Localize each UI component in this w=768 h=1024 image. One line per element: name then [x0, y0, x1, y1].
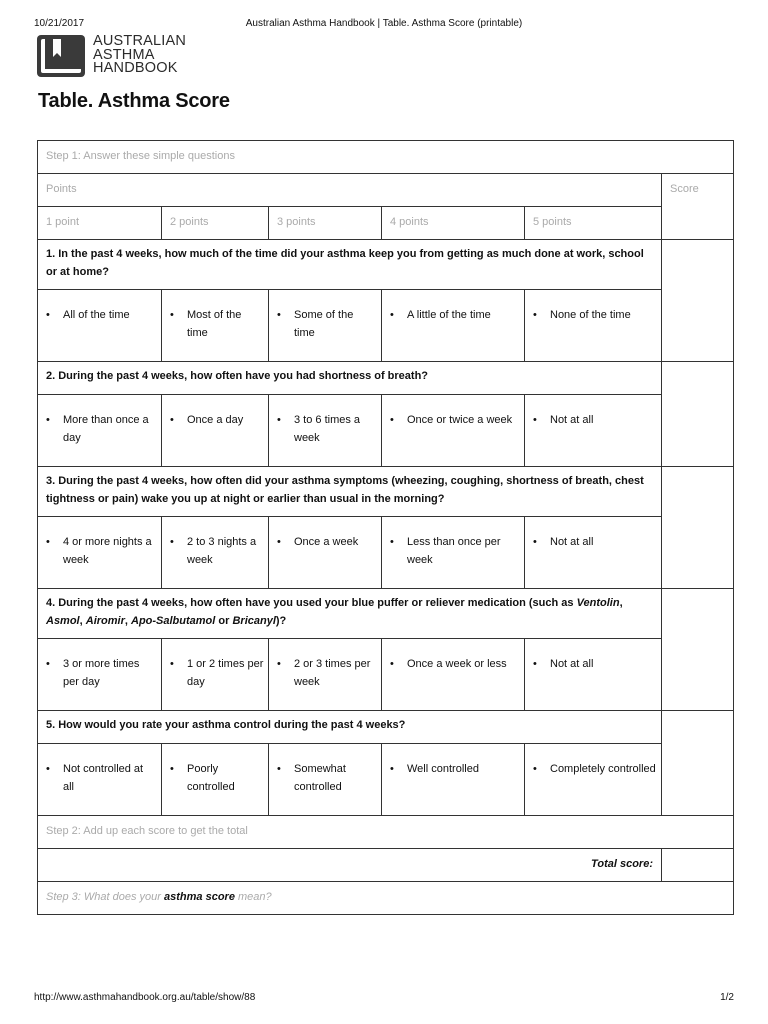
bullet-icon: •: [277, 763, 281, 775]
question-5: 5. How would you rate your asthma control during the past 4 weeks?: [38, 711, 662, 744]
page-number: 1/2: [720, 992, 734, 1003]
option-cell[interactable]: [382, 395, 525, 467]
total-score-label: Total score:: [38, 849, 662, 882]
score-input-q5[interactable]: [662, 711, 734, 816]
point-header: 3 points: [269, 207, 382, 240]
bullet-icon: •: [46, 763, 50, 775]
bullet-icon: •: [170, 414, 174, 426]
score-input-q2[interactable]: [662, 362, 734, 467]
bullet-icon: •: [170, 763, 174, 775]
logo-line-1: AUSTRALIAN: [93, 33, 187, 49]
option-cell[interactable]: [269, 517, 382, 589]
option-cell[interactable]: [162, 395, 269, 467]
bullet-icon: •: [277, 536, 281, 548]
logo-line-3: HANDBOOK: [93, 60, 178, 77]
score-input-q4[interactable]: [662, 589, 734, 711]
bullet-icon: •: [533, 309, 537, 321]
q4-sep: or: [215, 614, 233, 627]
option-label: Once a week: [294, 536, 359, 548]
bullet-icon: •: [390, 763, 394, 775]
print-header: [34, 18, 734, 32]
q4-drug-bricanyl: Bricanyl: [232, 614, 276, 627]
option-label: 2 to 3 nights a week: [187, 536, 257, 566]
options-row-q4: [38, 639, 734, 711]
option-cell[interactable]: [162, 639, 269, 711]
options-row-q3: [38, 517, 734, 589]
bullet-icon: •: [533, 763, 537, 775]
question-4: [38, 589, 662, 639]
option-label: More than once a day: [63, 414, 149, 444]
step3-heading: [38, 882, 734, 915]
option-label: Once or twice a week: [407, 414, 513, 426]
options-row-q2: [38, 395, 734, 467]
option-cell[interactable]: [162, 517, 269, 589]
option-cell[interactable]: [382, 517, 525, 589]
options-row-q5: [38, 744, 734, 816]
print-doc-title: Australian Asthma Handbook | Table. Asthma Score (printable): [245, 18, 523, 29]
option-label: Not at all: [550, 414, 594, 426]
bullet-icon: •: [46, 414, 50, 426]
print-footer: [34, 992, 734, 1006]
print-date: 10/21/2017: [34, 18, 85, 29]
bullet-icon: •: [170, 309, 174, 321]
bullet-icon: •: [533, 536, 537, 548]
bullet-icon: •: [277, 414, 281, 426]
page-url: http://www.asthmahandbook.org.au/table/show/88: [34, 992, 256, 1003]
option-label: A little of the time: [407, 309, 491, 321]
option-cell[interactable]: [162, 744, 269, 816]
score-input-q3[interactable]: [662, 467, 734, 589]
option-cell[interactable]: [269, 639, 382, 711]
point-header: 1 point: [38, 207, 162, 240]
option-label: Once a day: [187, 414, 244, 426]
option-label: Well controlled: [407, 763, 479, 775]
option-label: 2 or 3 times per week: [294, 658, 371, 688]
site-logo[interactable]: [37, 35, 217, 79]
bullet-icon: •: [277, 309, 281, 321]
q4-sep: ,: [79, 614, 86, 627]
bullet-icon: •: [390, 536, 394, 548]
option-label: Not controlled at all: [63, 763, 144, 793]
option-cell[interactable]: [38, 517, 162, 589]
q4-sep: ,: [619, 597, 623, 609]
bullet-icon: •: [170, 536, 174, 548]
question-3: 3. During the past 4 weeks, how often did your asthma symptoms (wheezing, coughing, shortness of breath, chest tightness or pain) wake you up at night or earlier than usual in the morning?: [38, 467, 662, 517]
option-label: Most of the time: [187, 309, 242, 339]
option-cell[interactable]: [269, 744, 382, 816]
bullet-icon: •: [390, 309, 394, 321]
option-cell[interactable]: [525, 395, 662, 467]
q4-end: )?: [275, 614, 287, 627]
step3-suffix: mean?: [234, 891, 272, 903]
option-label: Once a week or less: [407, 658, 507, 670]
option-cell[interactable]: [525, 290, 662, 362]
option-label: 4 or more nights a week: [63, 536, 152, 566]
point-header: 5 points: [525, 207, 662, 240]
handbook-logo-icon: [37, 35, 85, 77]
option-cell[interactable]: [162, 290, 269, 362]
option-cell[interactable]: [38, 290, 162, 362]
option-label: Completely controlled: [550, 763, 656, 775]
option-label: All of the time: [63, 309, 130, 321]
question-2: 2. During the past 4 weeks, how often have you had shortness of breath?: [38, 362, 662, 395]
option-cell[interactable]: [382, 639, 525, 711]
score-input-q1[interactable]: [662, 240, 734, 362]
step3-prefix: Step 3: What does your: [46, 891, 165, 903]
q4-drug-ventolin: Ventolin: [576, 597, 620, 609]
option-cell[interactable]: [269, 290, 382, 362]
q4-drug-asmol: Asmol: [46, 614, 80, 627]
option-cell[interactable]: [382, 290, 525, 362]
option-label: None of the time: [550, 309, 631, 321]
asthma-score-table: [37, 140, 734, 915]
option-cell[interactable]: [38, 395, 162, 467]
point-headers-row: [38, 207, 734, 240]
bullet-icon: •: [533, 658, 537, 670]
option-cell[interactable]: [525, 744, 662, 816]
bullet-icon: •: [277, 658, 281, 670]
bullet-icon: •: [390, 414, 394, 426]
q4-drug-airomir: Airomir: [85, 614, 125, 627]
option-label: Not at all: [550, 658, 594, 670]
q4-drug-apo-salbutamol: Apo-Salbutamol: [131, 614, 216, 627]
option-label: Less than once per week: [407, 536, 501, 566]
option-cell[interactable]: [525, 517, 662, 589]
option-label: Some of the time: [294, 309, 354, 339]
bullet-icon: •: [46, 658, 50, 670]
option-cell[interactable]: [38, 639, 162, 711]
option-label: Not at all: [550, 536, 594, 548]
bullet-icon: •: [46, 536, 50, 548]
q4-text: 4. During the past 4 weeks, how often have you used your blue puffer or reliever medication (such as: [46, 597, 577, 609]
option-label: Somewhat controlled: [294, 763, 346, 793]
logo-wordmark: [93, 35, 186, 76]
option-label: 3 to 6 times a week: [294, 414, 361, 444]
points-heading: Points: [38, 174, 662, 207]
question-1: 1. In the past 4 weeks, how much of the time did your asthma keep you from getting as much done at work, school or at home?: [38, 240, 662, 290]
option-cell[interactable]: [269, 395, 382, 467]
bullet-icon: •: [390, 658, 394, 670]
step1-heading: Step 1: Answer these simple questions: [38, 141, 734, 174]
bullet-icon: •: [46, 309, 50, 321]
step2-heading: Step 2: Add up each score to get the total: [38, 816, 734, 849]
q4-sep: ,: [124, 614, 131, 627]
bullet-icon: •: [170, 658, 174, 670]
option-label: 1 or 2 times per day: [187, 658, 264, 688]
page-title: Table. Asthma Score: [38, 90, 230, 112]
option-cell[interactable]: [525, 639, 662, 711]
bullet-icon: •: [533, 414, 537, 426]
total-score-input[interactable]: [662, 849, 734, 882]
point-header: 4 points: [382, 207, 525, 240]
option-cell[interactable]: [382, 744, 525, 816]
option-label: 3 or more times per day: [63, 658, 140, 688]
score-heading: Score: [662, 174, 734, 240]
point-header: 2 points: [162, 207, 269, 240]
options-row-q1: [38, 290, 734, 362]
option-cell[interactable]: [38, 744, 162, 816]
asthma-score-link[interactable]: asthma score: [164, 891, 235, 903]
logo-line-2: ASTHMA: [93, 46, 155, 63]
option-label: Poorly controlled: [187, 763, 235, 793]
